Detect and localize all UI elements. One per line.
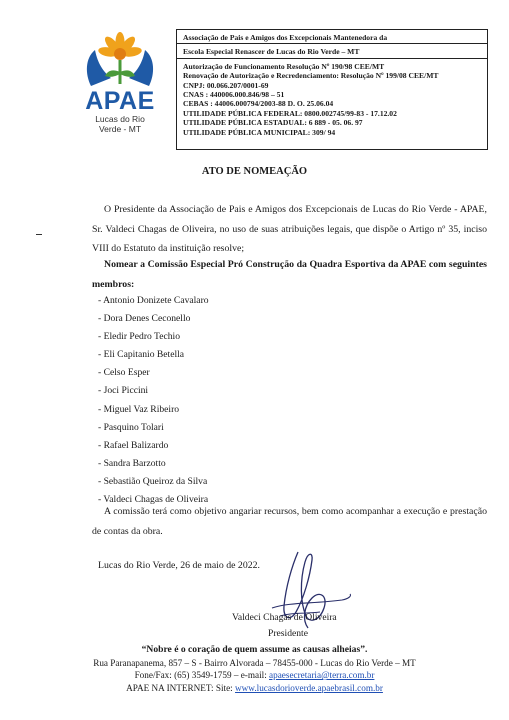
signer-role: Presidente [268, 628, 308, 639]
header-line-association: Associação de Pais e Amigos dos Excepcionais Mantenedora da [177, 33, 487, 44]
header-line-renewal: Renovação de Autorização e Recredenciamento: Resolução Nº 199/08 CEE/MT [183, 71, 439, 81]
list-item: - Joci Piccini [98, 385, 149, 397]
margin-mark [36, 234, 42, 235]
footer-contact [0, 669, 509, 682]
logo-wordmark: APAE [85, 87, 155, 115]
list-item: - Eli Capitanio Betella [98, 349, 185, 361]
website-link[interactable]: www.lucasdorioverde.apaebrasil.com.br [235, 682, 383, 693]
apae-flower-hands-icon [81, 28, 159, 90]
paragraph-intro: O Presidente da Associação de Pais e Amigos dos Excepcionais de Lucas do Rio Verde - APAE, Sr. Valdeci Chagas de Oliveira, no uso de suas atribuições legais, que dispõe o Artigo nº 35, inciso VIII do Estatuto da instituição resolve; [92, 204, 487, 254]
paragraph-objective: A comissão terá como objetivo angariar recursos, bem como acompanhar a execução e prestação de contas da obra. [92, 506, 487, 537]
date-line: Lucas do Rio Verde, 26 de maio de 2022. [98, 560, 260, 571]
list-item: - Sebastião Queiroz da Silva [98, 475, 208, 487]
footer-site-label: APAE NA INTERNET: Site: [126, 682, 236, 693]
signer-name: Valdeci Chagas de Oliveira [232, 612, 337, 623]
footer-phone: Fone/Fax: (65) 3549-1759 – e-mail: [134, 670, 270, 681]
header-line-cebas: CEBAS : 44006.000794/2003-88 D. O. 25.06.04 [183, 99, 334, 109]
apae-logo [74, 28, 166, 134]
list-item: - Sandra Barzotto [98, 457, 166, 469]
list-item: - Pasquino Tolari [98, 421, 164, 433]
email-link[interactable]: apaesecretaria@terra.com.br [269, 670, 375, 681]
list-item: - Eledir Pedro Techio [98, 331, 181, 343]
footer-address: Rua Paranapanema, 857 – S - Bairro Alvorada – 78455-000 - Lucas do Rio Verde – MT [93, 657, 416, 668]
document-title: ATO DE NOMEAÇÃO [201, 166, 308, 177]
header-line-municipal: UTILIDADE PÚBLICA MUNICIPAL: 309/ 94 [183, 127, 336, 137]
header-line-authorization: Autorização de Funcionamento Resolução Nº 190/98 CEE/MT [183, 61, 385, 71]
header-line-federal: UTILIDADE PÚBLICA FEDERAL: 0800.002745/99-83 - 17.12.02 [183, 108, 397, 118]
institution-info-box [176, 29, 488, 150]
list-item: - Valdeci Chagas de Oliveira [98, 494, 209, 506]
footer-site [0, 682, 509, 695]
list-item: - Miguel Vaz Ribeiro [98, 403, 180, 415]
logo-location-line2: Verde - MT [98, 124, 142, 134]
header-line-school: Escola Especial Renascer de Lucas do Rio Verde – MT [177, 47, 487, 58]
list-item: - Celso Esper [98, 367, 150, 379]
page-footer [0, 644, 509, 694]
paragraph-appointment: Nomear a Comissão Especial Pró Construção da Quadra Esportiva da APAE com seguintes membros: [92, 259, 487, 290]
logo-location-line1: Lucas do Rio [95, 114, 145, 124]
footer-motto: “Nobre é o coração de quem assume as causas alheias”. [141, 644, 368, 655]
list-item: - Antonio Donizete Cavalaro [98, 295, 209, 306]
list-item: - Rafael Balizardo [98, 439, 169, 451]
header-line-cnas: CNAS : 440006.000.846/98 – 51 [183, 90, 285, 100]
list-item: - Dora Denes Ceconello [98, 313, 191, 325]
header-line-cnpj: CNPJ: 00.066.207/0001-69 [183, 80, 269, 90]
members-list [98, 292, 209, 509]
header-line-state: UTILIDADE PÚBLICA ESTADUAL: 6 889 - 05. 06. 97 [183, 118, 363, 128]
